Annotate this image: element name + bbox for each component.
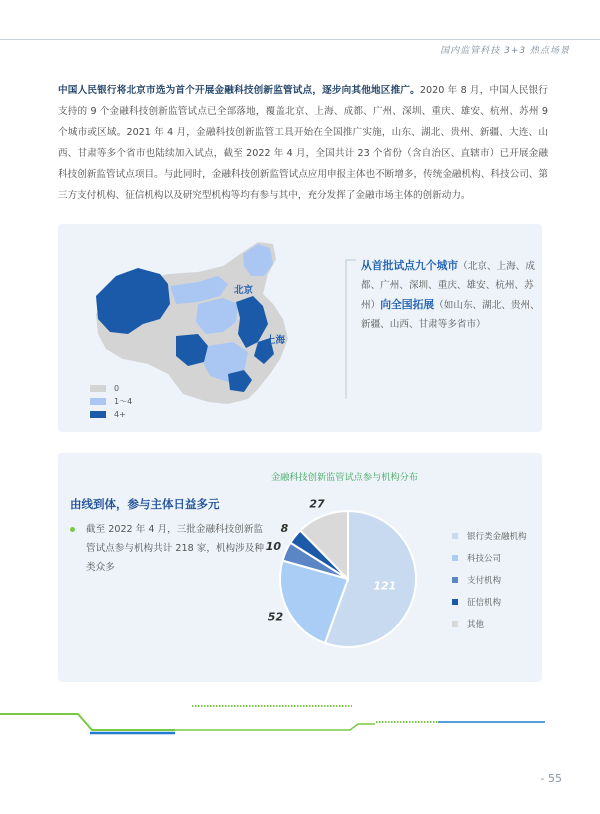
pie-legend <box>452 525 527 635</box>
intro-body: 2020 年 8 月，中国人民银行支持的 9 个金融科技创新监管试点已全部落地，覆盖北京、上海、成都、广州、深圳、重庆、雄安、杭州、苏州 9 个城市或区域。2021 年 4 月，金融科技创新监管工具开始在全国推广实施，山东、湖北、贵州、新疆、大连、山西、甘肃等多个省市也陆续加入试点，截至 2022 年 4 月，全国共计 23 个省份（含自治区、直辖市）已开展金融科技创新监管试点项目。与此同时，金融科技创新监管试点应用申报主体也不断增多，传统金融机构、科技公司、第三方支付机构、征信机构以及研究型机构等均有参与其中，充分发挥了金融市场主体的创新动力。 <box>58 85 548 201</box>
pie-legend-row <box>452 613 527 635</box>
deco-line-green-right <box>175 724 375 730</box>
pie-legend-swatch <box>452 555 458 561</box>
pie-legend-label: 支付机构 <box>467 576 502 586</box>
pie-legend-row <box>452 547 527 569</box>
legend-row <box>90 408 132 421</box>
map-description <box>361 256 541 334</box>
pie-legend-label: 银行类金融机构 <box>467 532 527 542</box>
legend-swatch <box>90 411 106 418</box>
participants-bullet: 截至 2022 年 4 月，三批金融科技创新监管试点参与机构共计 218 家，机构涉及种类众多 <box>86 524 264 573</box>
page-number-value: 55 <box>548 772 562 785</box>
intro-lead: 中国人民银行将北京市选为首个开展金融科技创新监管试点，逐步向其他地区推广。 <box>58 85 420 96</box>
legend-row <box>90 382 132 395</box>
legend-label: 1～4 <box>114 397 133 406</box>
map-text-bold-1: 从首批试点九个城市 <box>361 259 459 272</box>
deco-line-green-left <box>0 714 175 730</box>
pie-legend-label: 科技公司 <box>467 554 502 564</box>
page-number <box>541 772 562 785</box>
pie-value-label: 10 <box>265 539 282 553</box>
legend-label: 4+ <box>114 410 126 419</box>
pie-legend-swatch <box>452 621 458 627</box>
footer-decoration <box>0 700 600 760</box>
participants-heading: 由线到体，参与主体日益多元 <box>70 497 220 511</box>
map-legend <box>90 382 132 421</box>
intro-paragraph <box>58 80 548 206</box>
legend-swatch <box>90 398 106 405</box>
map-panel <box>58 224 542 432</box>
bullet-dot <box>70 527 75 532</box>
pie-value-label: 8 <box>280 521 289 535</box>
section-label: 国内监管科技 3+3 热点场景 <box>440 46 570 56</box>
pie-legend-swatch <box>452 577 458 583</box>
pie-legend-swatch <box>452 599 458 605</box>
map-label-beijing: 北京 <box>234 285 254 296</box>
header-divider <box>0 39 600 40</box>
pie-legend-label: 其他 <box>467 620 485 630</box>
chart-panel <box>58 453 542 682</box>
map-text-plain-2: （如山东、湖北、贵州、新疆、山西、甘肃等多省市） <box>361 300 540 330</box>
pie-chart <box>258 489 438 669</box>
pie-value-label: 27 <box>309 497 325 511</box>
pie-legend-row <box>452 525 527 547</box>
pie-legend-row <box>452 591 527 613</box>
legend-swatch <box>90 385 106 392</box>
pie-value-label: 121 <box>373 579 397 593</box>
page-number-dash: - <box>540 772 548 785</box>
map-label-shanghai: 上海 <box>266 335 286 346</box>
pie-legend-label: 征信机构 <box>467 598 502 608</box>
legend-label: 0 <box>114 384 120 393</box>
pie-legend-row <box>452 569 527 591</box>
pie-legend-swatch <box>452 533 458 539</box>
map-text-bold-2: 向全国拓展 <box>380 298 435 311</box>
pie-value-label: 52 <box>267 610 284 624</box>
map-text-plain-1: （北京、上海、成都、广州、深圳、重庆、雄安、杭州、苏州） <box>361 261 535 311</box>
legend-row <box>90 395 132 408</box>
chart-title: 金融科技创新监管试点参与机构分布 <box>271 472 418 483</box>
